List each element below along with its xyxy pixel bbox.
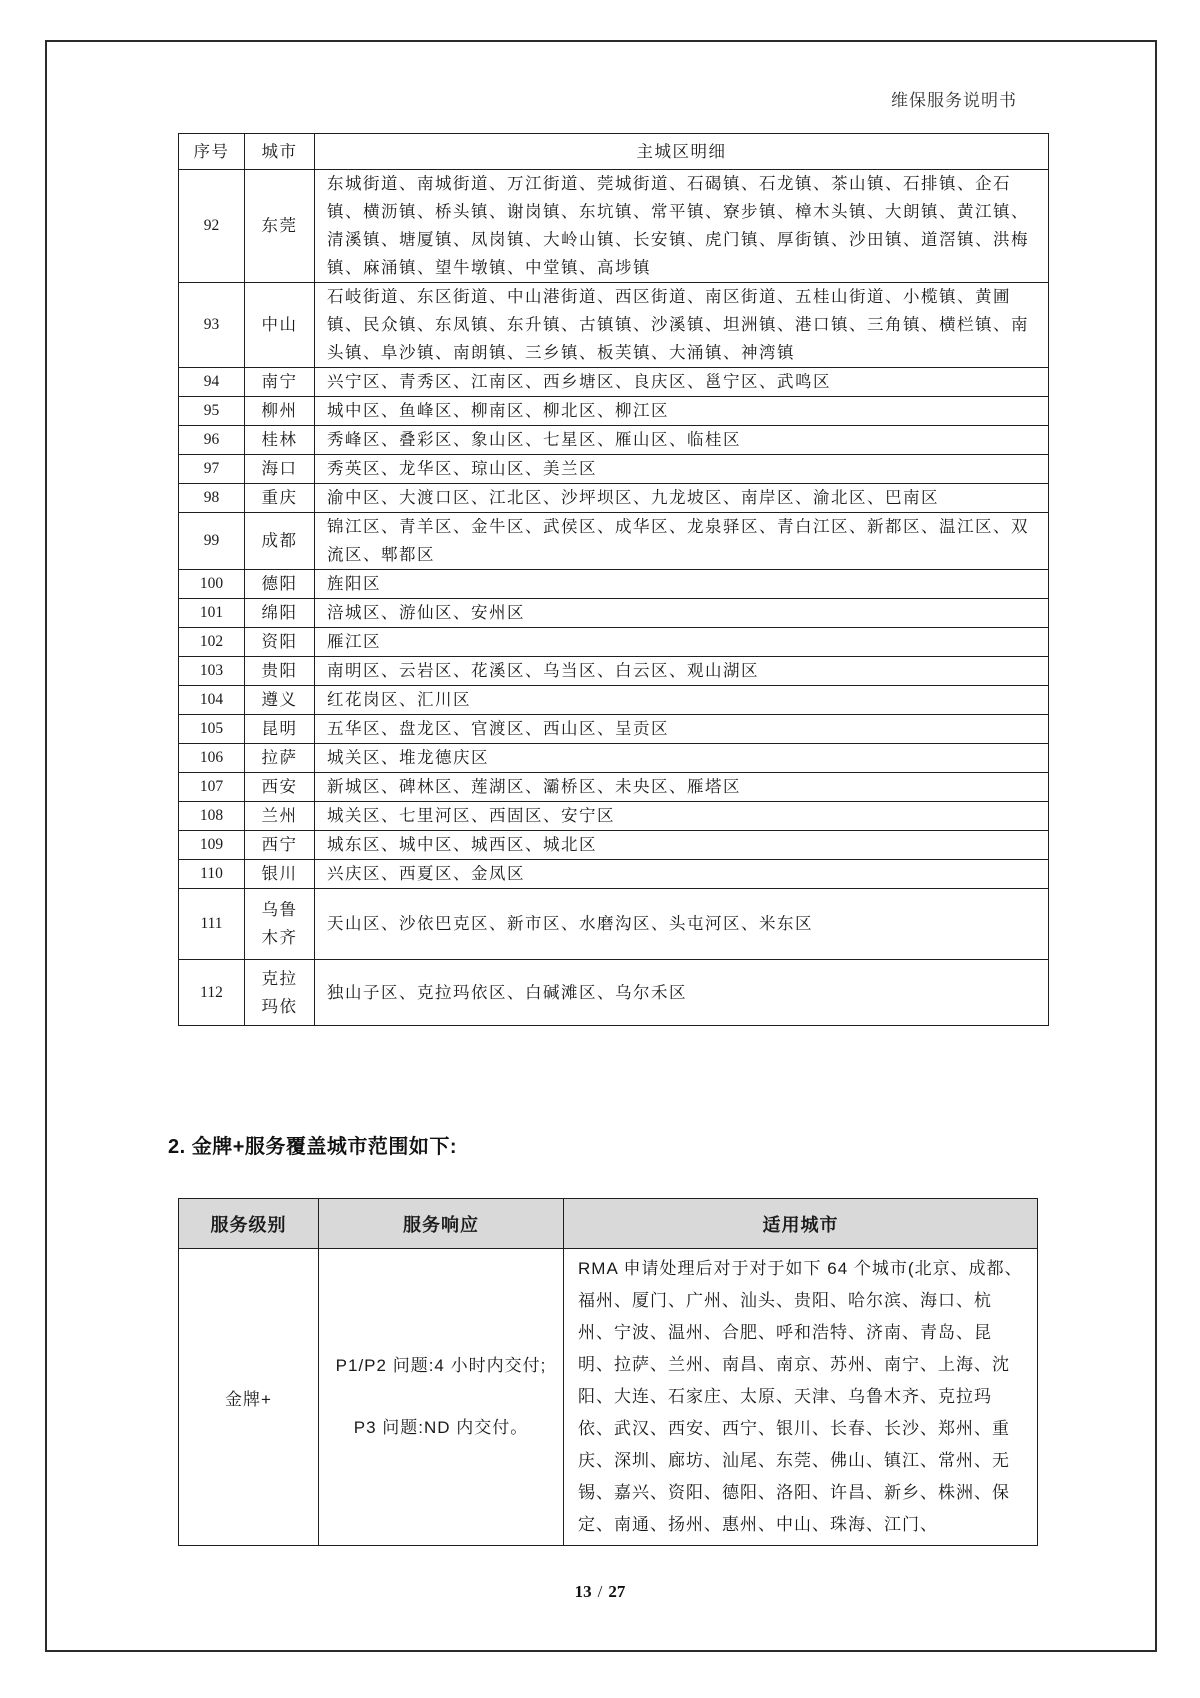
districts-cell: 城关区、堆龙德庆区 [315,744,1049,773]
city-table-header [179,134,1049,170]
city-name-cell: 兰州 [245,802,315,831]
column-header-no: 序号 [179,134,245,170]
row-number-cell: 111 [179,889,245,960]
table-row [179,397,1049,426]
districts-cell: 涪城区、游仙区、安州区 [315,599,1049,628]
row-number-cell: 94 [179,368,245,397]
row-number-cell: 98 [179,484,245,513]
city-name-cell: 东莞 [245,170,315,283]
row-number-cell: 99 [179,513,245,570]
page-number-separator: / [597,1582,603,1601]
table-row [179,170,1049,283]
service-table-body [179,1249,1038,1546]
districts-cell: 秀峰区、叠彩区、象山区、七星区、雁山区、临桂区 [315,426,1049,455]
service-response-text [329,1350,553,1444]
districts-cell: 锦江区、青羊区、金牛区、武侯区、成华区、龙泉驿区、青白江区、新都区、温江区、双流区、郫都区 [315,513,1049,570]
column-header-city: 城市 [245,134,315,170]
row-number-cell: 110 [179,860,245,889]
city-name-cell: 中山 [245,283,315,368]
table-row [179,686,1049,715]
table-row [179,628,1049,657]
row-number-cell: 106 [179,744,245,773]
city-table-header-row [179,134,1049,170]
districts-cell: 石岐街道、东区街道、中山港街道、西区街道、南区街道、五桂山街道、小榄镇、黄圃镇、民众镇、东凤镇、东升镇、古镇镇、沙溪镇、坦洲镇、港口镇、三角镇、横栏镇、南头镇、阜沙镇、南朗镇、三乡镇、板芙镇、大涌镇、神湾镇 [315,283,1049,368]
service-table-row [179,1249,1038,1546]
table-row [179,513,1049,570]
section-heading: 2. 金牌+服务覆盖城市范围如下: [168,1136,458,1158]
city-name-cell: 银川 [245,860,315,889]
districts-cell: 红花岗区、汇川区 [315,686,1049,715]
districts-cell: 南明区、云岩区、花溪区、乌当区、白云区、观山湖区 [315,657,1049,686]
row-number-cell: 102 [179,628,245,657]
table-row [179,657,1049,686]
table-row [179,455,1049,484]
page-number-footer [0,1582,1200,1602]
city-name-cell: 成都 [245,513,315,570]
table-row [179,773,1049,802]
service-level-value: 金牌+ [179,1249,319,1546]
districts-cell: 天山区、沙依巴克区、新市区、水磨沟区、头屯河区、米东区 [315,889,1049,960]
table-row [179,744,1049,773]
city-name-cell: 资阳 [245,628,315,657]
current-page-number: 13 [574,1582,592,1601]
response-line-p3: P3 问题:ND 内交付。 [353,1418,529,1437]
city-name-cell: 南宁 [245,368,315,397]
service-table-header-row [179,1199,1038,1249]
districts-cell: 秀英区、龙华区、琼山区、美兰区 [315,455,1049,484]
table-row [179,599,1049,628]
city-name-cell: 贵阳 [245,657,315,686]
table-row [179,484,1049,513]
row-number-cell: 107 [179,773,245,802]
city-districts-table [178,133,1049,1026]
row-number-cell: 109 [179,831,245,860]
table-row [179,831,1049,860]
city-name-cell: 西安 [245,773,315,802]
districts-cell: 兴庆区、西夏区、金凤区 [315,860,1049,889]
total-page-number: 27 [608,1582,626,1601]
city-table-body [179,170,1049,1026]
service-level-table [178,1198,1038,1546]
table-row [179,860,1049,889]
districts-cell: 东城街道、南城街道、万江街道、莞城街道、石碣镇、石龙镇、茶山镇、石排镇、企石镇、横沥镇、桥头镇、谢岗镇、东坑镇、常平镇、寮步镇、樟木头镇、大朗镇、黄江镇、清溪镇、塘厦镇、凤岗镇、大岭山镇、长安镇、虎门镇、厚街镇、沙田镇、道滘镇、洪梅镇、麻涌镇、望牛墩镇、中堂镇、高埗镇 [315,170,1049,283]
city-name-cell: 重庆 [245,484,315,513]
city-name-cell: 遵义 [245,686,315,715]
row-number-cell: 93 [179,283,245,368]
city-name-cell: 昆明 [245,715,315,744]
city-name-cell: 柳州 [245,397,315,426]
service-response-cell [319,1249,564,1546]
row-number-cell: 101 [179,599,245,628]
districts-cell: 城东区、城中区、城西区、城北区 [315,831,1049,860]
city-name-cell: 海口 [245,455,315,484]
districts-cell: 兴宁区、青秀区、江南区、西乡塘区、良庆区、邕宁区、武鸣区 [315,368,1049,397]
row-number-cell: 105 [179,715,245,744]
city-name-cell: 德阳 [245,570,315,599]
city-name-cell: 拉萨 [245,744,315,773]
districts-cell: 新城区、碑林区、莲湖区、灞桥区、未央区、雁塔区 [315,773,1049,802]
districts-cell: 城关区、七里河区、西固区、安宁区 [315,802,1049,831]
row-number-cell: 108 [179,802,245,831]
districts-cell: 城中区、鱼峰区、柳南区、柳北区、柳江区 [315,397,1049,426]
table-row [179,283,1049,368]
column-header-service-level: 服务级别 [179,1199,319,1249]
table-row [179,368,1049,397]
table-row [179,889,1049,960]
table-row [179,570,1049,599]
row-number-cell: 100 [179,570,245,599]
applicable-cities-text: RMA 申请处理后对于对于如下 64 个城市(北京、成都、福州、厦门、广州、汕头、贵阳、哈尔滨、海口、杭州、宁波、温州、合肥、呼和浩特、济南、青岛、昆明、拉萨、兰州、南昌、南京、苏州、南宁、上海、沈阳、大连、石家庄、太原、天津、乌鲁木齐、克拉玛依、武汉、西安、西宁、银川、长春、长沙、郑州、重庆、深圳、廊坊、汕尾、东莞、佛山、镇江、常州、无锡、嘉兴、资阳、德阳、洛阳、许昌、新乡、株洲、保定、南通、扬州、惠州、中山、珠海、江门、 [564,1249,1038,1546]
row-number-cell: 112 [179,960,245,1026]
row-number-cell: 97 [179,455,245,484]
document-title-header: 维保服务说明书 [891,91,1017,110]
city-name-cell: 绵阳 [245,599,315,628]
row-number-cell: 92 [179,170,245,283]
table-row [179,960,1049,1026]
city-name-cell: 乌鲁木齐 [245,889,315,960]
column-header-districts: 主城区明细 [315,134,1049,170]
districts-cell: 独山子区、克拉玛依区、白碱滩区、乌尔禾区 [315,960,1049,1026]
districts-cell: 旌阳区 [315,570,1049,599]
districts-cell: 五华区、盘龙区、官渡区、西山区、呈贡区 [315,715,1049,744]
table-row [179,426,1049,455]
row-number-cell: 103 [179,657,245,686]
row-number-cell: 95 [179,397,245,426]
table-row [179,715,1049,744]
column-header-service-response: 服务响应 [319,1199,564,1249]
response-line-p1p2: P1/P2 问题:4 小时内交付; [335,1356,547,1375]
districts-cell: 雁江区 [315,628,1049,657]
row-number-cell: 96 [179,426,245,455]
city-name-cell: 西宁 [245,831,315,860]
row-number-cell: 104 [179,686,245,715]
service-table-header [179,1199,1038,1249]
city-name-cell: 克拉玛依 [245,960,315,1026]
city-name-cell: 桂林 [245,426,315,455]
column-header-applicable-cities: 适用城市 [564,1199,1038,1249]
districts-cell: 渝中区、大渡口区、江北区、沙坪坝区、九龙坡区、南岸区、渝北区、巴南区 [315,484,1049,513]
table-row [179,802,1049,831]
